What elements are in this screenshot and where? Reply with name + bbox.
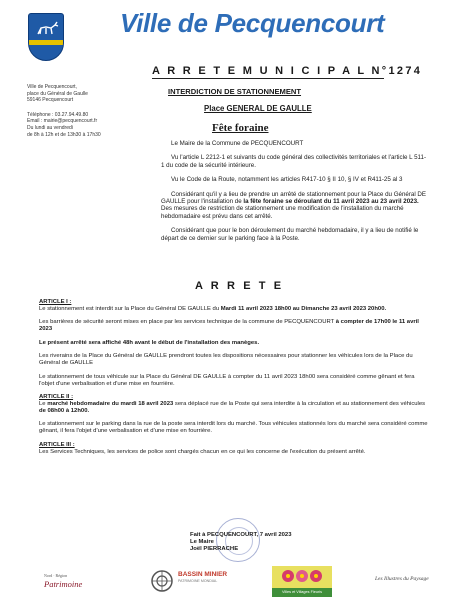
text: Des mesures de restriction de stationnement une modification de l'installation du marché hebdomadaire est prévu dans cet arrêté. (161, 205, 404, 220)
text: Le stationnement est interdit sur la Place du Général DE GAULLE du (39, 305, 221, 312)
text-bold: à compter de 17h00 le 11 avril 2023 (39, 319, 419, 333)
text-bold: marché hebdomadaire du mardi 18 avril 2023 (47, 401, 174, 408)
town-crest-logo (28, 13, 64, 61)
bassin-minier-icon (150, 569, 174, 593)
article-1-p5: Le stationnement de tous véhicule sur la Place du Général DE GAULLE à compter du 11 avril 2023 18h00 sera considéré comme gênant et fera l'objet d'une verbalisation et d'une mise en fourrière. (39, 373, 415, 387)
place-title: Place GENERAL DE GAULLE (204, 104, 312, 113)
text-bold: la fête foraine se déroulant du 11 avril 2023 au 23 avril 2023. (243, 198, 419, 206)
article-3-title: ARTICLE III : (39, 441, 75, 448)
contact-line: 59146 Pecquencourt (27, 97, 74, 104)
deer-icon (34, 20, 60, 38)
article-1-p4: Les riverains de la Place du Général de GAULLE prendront toutes les dispositions nécessaires pour stationner les véhicules lors de la Place du Général de GAULLE (39, 353, 413, 367)
legal-basis-2: Vu le Code de la Route, notamment les articles R417-10 § II 10, § IV et R411-25 al 3 (171, 176, 403, 184)
article-1-title: ARTICLE I : (39, 299, 72, 305)
consideration-2: Considérant que pour le bon déroulement du marché hebdomadaire, il y a lieu de notifié le départ de ce dernier sur le parking face à la Poste. (161, 227, 419, 242)
arrete-number: A R R E T E M U N I C I P A L N°1274 (152, 65, 423, 77)
text: Considérant qu'il y a lieu de prendre un arrêté de stationnement pour la Place du Général DE GAULLE pour l'installation de (161, 190, 427, 206)
contact-line: Du lundi au vendredi (27, 124, 73, 131)
contact-line: de 8h à 12h et de 13h30 à 17h30 (27, 131, 101, 138)
illustres-paysage-logo: Les Illustres du Paysage (375, 576, 429, 582)
villes-fleuris-label: Villes et Villages Fleuris (272, 588, 332, 597)
article-1-p3: Le présent arrêté sera affiché 48h avant le début de l'installation des manèges. (39, 339, 260, 346)
contact-line: place du Général de Gaulle (27, 90, 88, 97)
mayor-line: Le Maire de la Commune de PECQUENCOURT (171, 140, 304, 147)
arrete-heading: A R R E T E (195, 280, 284, 292)
article-2-p2: Le stationnement sur le parking dans la rue de la poste sera interdit lors du marché. Tous véhicules stationnés lors du marché sera considéré comme gênant, il fera l'objet d'une verbalisation et d'une mise en fourrière. (39, 421, 428, 435)
logo-caption: Nord · Région (44, 573, 68, 578)
articles (39, 299, 429, 462)
article-3-p1: Les Services Techniques, les services de police sont chargés chacun en ce qui les concerne de l'exécution du présent arrêté. (39, 448, 366, 455)
text-bold: de 08h00 à 12h00. (39, 407, 90, 414)
event-title: Fête foraine (212, 122, 269, 134)
text: Le (39, 401, 48, 408)
logo-text: BASSIN MINIER (178, 571, 228, 578)
crest-band (29, 40, 63, 45)
logo-subtext: PATRIMOINE MONDIAL (178, 579, 218, 583)
contact-line: Email : mairie@pecquencourt.fr (27, 118, 98, 125)
patrimoine-logo (44, 573, 82, 589)
signature-title: Le Maire (190, 539, 214, 545)
article-2-title: ARTICLE II : (39, 394, 74, 401)
flowers-icon (272, 566, 332, 588)
arrete-subtitle: INTERDICTION DE STATIONNEMENT (168, 87, 302, 96)
contact-line: Téléphone : 03.27.94.49.80 (27, 111, 89, 118)
town-title: Ville de Pecquencourt (120, 8, 385, 38)
text: sera déplacé rue de la Poste qui sera interdite à la circulation et au stationnement des véhicules (173, 401, 426, 408)
article-1-p1 (39, 306, 429, 313)
text: Les barrières de sécurité seront mises en place par les services technique de la commune de PECQUENCOURT (39, 319, 336, 326)
signature-name: Joël PIERRACHE (190, 546, 239, 552)
title-rule (152, 78, 384, 79)
legal-basis-1: Vu l'article L 2212-1 et suivants du code général des collectivités territoriales et l'article L 511-1 du code de la sécurité intérieure. (161, 154, 427, 169)
article-2-p1 (39, 401, 429, 415)
signature-date: Fait à PECQUENCOURT, 7 avril 2023 (190, 532, 292, 538)
contact-sidebar (27, 84, 142, 138)
signature-block (190, 532, 292, 553)
contact-line: Ville de Pecquencourt, (27, 84, 77, 90)
contact-gap (27, 104, 142, 112)
logo-text: Patrimoine (44, 579, 83, 589)
article-1-p2 (39, 319, 429, 333)
text-bold: Mardi 11 avril 2023 18h00 au Dimanche 23 avril 2023 20h00. (220, 305, 387, 312)
considerations (161, 140, 429, 249)
bassin-minier-logo (178, 571, 227, 585)
consideration-1 (161, 191, 429, 221)
